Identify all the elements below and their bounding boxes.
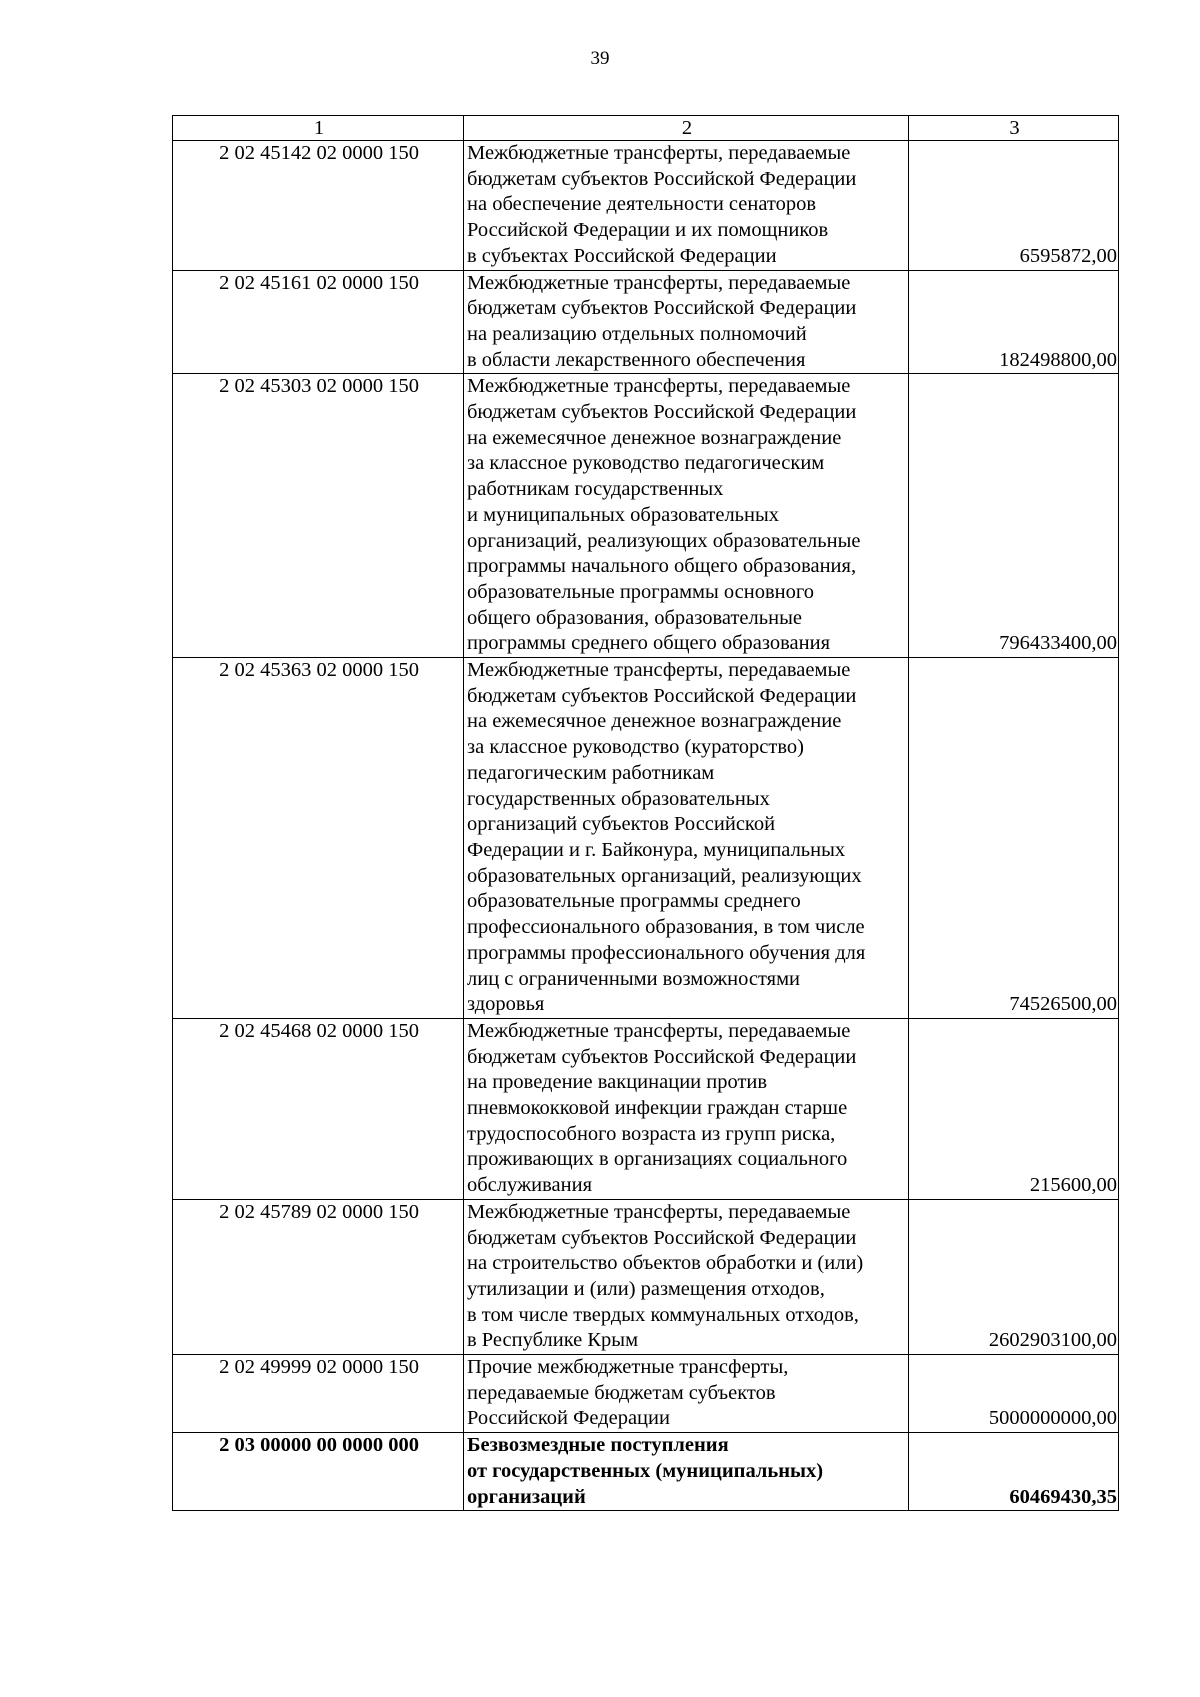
name-line: Межбюджетные трансферты, передаваемые [467,1200,851,1223]
code-cell: 2 02 49999 02 0000 150 [173,1355,464,1433]
name-cell [464,1433,909,1511]
name-line: на проведение вакцинации против [467,1071,768,1094]
amount-cell: 74526500,00 [909,658,1119,1019]
name-line: бюджетам субъектов Российской Федерации [467,1045,857,1068]
name-line: образовательные программы среднего [467,890,801,913]
name-line: Федерации и г. Байконура, муниципальных [467,838,846,861]
name-line: Межбюджетные трансферты, передаваемые [467,1019,851,1042]
amount-cell: 796433400,00 [909,374,1119,658]
name-line: и муниципальных образовательных [467,503,780,526]
name-line: пневмококковой инфекции граждан старше [467,1097,848,1120]
name-cell [464,1355,909,1433]
code-cell: 2 02 45161 02 0000 150 [173,270,464,374]
name-line: в области лекарственного обеспечения [467,348,806,371]
name-cell [464,141,909,271]
name-line: Межбюджетные трансферты, передаваемые [467,659,851,682]
name-line: организаций субъектов Российской [467,813,776,836]
budget-table [172,115,1119,1511]
header-cell-code: 1 [173,116,464,141]
amount-cell: 60469430,35 [909,1433,1119,1511]
code-cell: 2 02 45468 02 0000 150 [173,1018,464,1199]
name-line: Российской Федерации [467,1407,670,1430]
name-line: от государственных (муниципальных) [467,1459,824,1482]
name-line: образовательных организаций, реализующих [467,864,862,887]
name-line: общего образования, образовательные [467,606,802,629]
code-cell: 2 02 45363 02 0000 150 [173,658,464,1019]
name-line: работникам государственных [467,478,724,501]
name-line: Российской Федерации и их помощников [467,219,829,242]
amount-cell: 182498800,00 [909,270,1119,374]
name-line: бюджетам субъектов Российской Федерации [467,167,857,190]
name-line: педагогическим работникам [467,761,715,784]
name-line: образовательные программы основного [467,580,815,603]
amount-cell: 2602903100,00 [909,1199,1119,1354]
name-line: здоровья [467,993,545,1016]
name-line: Прочие межбюджетные трансферты, [467,1356,789,1379]
name-line: программы среднего общего образования [467,632,830,655]
name-line: трудоспособного возраста из групп риска, [467,1122,836,1145]
name-line: в Республике Крым [467,1329,639,1352]
table-row [173,1433,1119,1511]
name-cell [464,270,909,374]
code-cell: 2 02 45142 02 0000 150 [173,141,464,271]
name-line: на реализацию отдельных полномочий [467,322,807,345]
name-line: бюджетам субъектов Российской Федерации [467,1226,857,1249]
code-cell: 2 03 00000 00 0000 000 [173,1433,464,1511]
name-line: за классное руководство (кураторство) [467,736,804,759]
name-line: за классное руководство педагогическим [467,452,825,475]
table-row [173,658,1119,1019]
amount-cell: 215600,00 [909,1018,1119,1199]
name-line: программы профессионального обучения для [467,941,866,964]
code-cell: 2 02 45303 02 0000 150 [173,374,464,658]
name-line: организаций, реализующих образовательные [467,529,861,552]
name-line: государственных образовательных [467,787,770,810]
table-row [173,270,1119,374]
name-line: на обеспечение деятельности сенаторов [467,193,817,216]
header-cell-name: 2 [464,116,909,141]
name-line: профессионального образования, в том числе [467,916,865,939]
name-line: утилизации и (или) размещения отходов, [467,1277,825,1300]
name-line: Межбюджетные трансферты, передаваемые [467,271,851,294]
table-body [173,141,1119,1511]
name-line: в том числе твердых коммунальных отходов, [467,1303,859,1326]
name-line: проживающих в организациях социального [467,1148,848,1171]
name-line: программы начального общего образования, [467,555,857,578]
table-row [173,374,1119,658]
name-line: на ежемесячное денежное вознаграждение [467,710,842,733]
code-cell: 2 02 45789 02 0000 150 [173,1199,464,1354]
name-cell [464,658,909,1019]
name-line: в субъектах Российской Федерации [467,244,777,267]
page-number: 39 [590,48,610,69]
name-line: на ежемесячное денежное вознаграждение [467,426,842,449]
table-row [173,1355,1119,1433]
amount-cell: 5000000000,00 [909,1355,1119,1433]
name-line: бюджетам субъектов Российской Федерации [467,401,857,424]
amount-cell: 6595872,00 [909,141,1119,271]
header-row [173,116,1119,141]
name-line: на строительство объектов обработки и (или) [467,1252,864,1275]
table-row [173,1199,1119,1354]
name-line: бюджетам субъектов Российской Федерации [467,684,857,707]
name-line: бюджетам субъектов Российской Федерации [467,297,857,320]
name-line: организаций [467,1485,586,1508]
name-cell [464,1018,909,1199]
name-line: Безвозмездные поступления [467,1434,729,1457]
table-row [173,141,1119,271]
name-cell [464,1199,909,1354]
name-line: Межбюджетные трансферты, передаваемые [467,142,851,164]
name-line: обслуживания [467,1174,593,1197]
name-cell [464,374,909,658]
name-line: передаваемые бюджетам субъектов [467,1381,776,1404]
table-row [173,1018,1119,1199]
header-cell-amount: 3 [909,116,1119,141]
name-line: лиц с ограниченными возможностями [467,967,801,990]
name-line: Межбюджетные трансферты, передаваемые [467,375,851,398]
